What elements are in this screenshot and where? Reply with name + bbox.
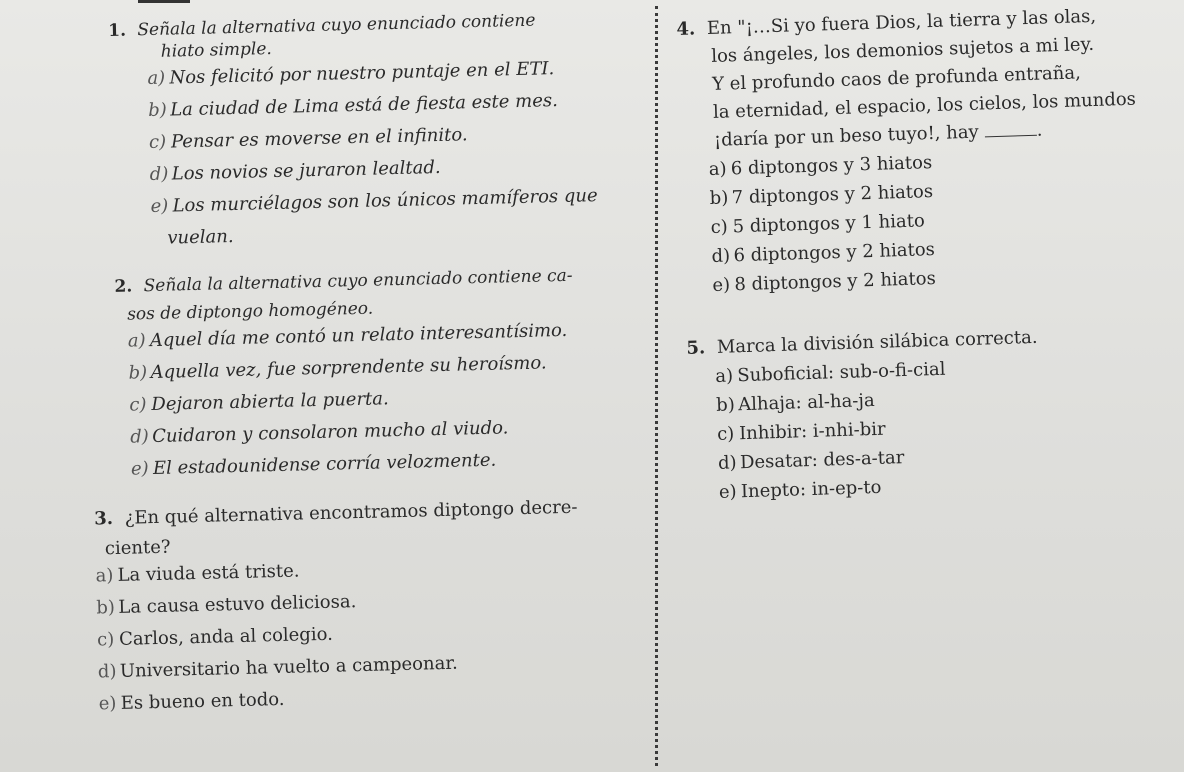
question-4-option-e[interactable]: e) 8 diptongos y 2 hiatos <box>712 267 937 296</box>
question-3-option-c[interactable]: c) Carlos, anda al colegio. <box>96 623 334 651</box>
question-2-prompt-line1: Señala la alternativa cuyo enunciado contiene ca- <box>143 265 573 297</box>
question-1-option-b[interactable]: b) La ciudad de Lima está de fiesta este mes. <box>147 90 559 122</box>
question-5-option-b[interactable]: b) Alhaja: al-ha-ja <box>715 389 875 416</box>
question-4-option-b[interactable]: b) 7 diptongos y 2 hiatos <box>709 181 934 210</box>
question-5-option-c[interactable]: c) Inhibir: i-nhi-bir <box>716 418 886 445</box>
question-3-option-e[interactable]: e) Es bueno en todo. <box>98 688 285 715</box>
question-2-options <box>115 313 659 486</box>
question-4-poem-line-1: En "¡…Si yo fuera Dios, la tierra y las olas, <box>706 5 1097 40</box>
question-1-prompt-line1: Señala la alternativa cuyo enunciado contiene <box>137 10 536 41</box>
question-2 <box>114 263 659 486</box>
question-5-prompt-text: Marca la división silábica correcta. <box>716 326 1038 358</box>
question-5-option-e[interactable]: e) Inepto: in-ep-to <box>718 476 882 503</box>
question-4-number: 4. <box>676 18 696 40</box>
question-4-poem-line-2: los ángeles, los demonios sujetos a mi ley. <box>710 33 1095 67</box>
question-2-option-a[interactable]: a) Aquel día me contó un relato interesantísimo. <box>127 319 568 352</box>
question-5-option-d[interactable]: d) Desatar: des-a-tar <box>717 447 905 474</box>
question-3-option-b[interactable]: b) La causa estuvo deliciosa. <box>96 591 357 619</box>
question-4-poem-line-3: Y el profundo caos de profunda entraña, <box>711 62 1082 95</box>
question-1-option-d[interactable]: d) Los novios se juraron lealtad. <box>149 156 441 186</box>
question-1-options <box>109 51 654 256</box>
answer-blank[interactable] <box>984 121 1036 138</box>
question-5-option-a[interactable]: a) Suboficial: sub-o-fi-cial <box>715 358 946 387</box>
question-3-number: 3. <box>93 508 114 530</box>
question-1-prompt-line2: hiato simple. <box>160 39 273 62</box>
question-3-option-d[interactable]: d) Universitario ha vuelto a campeonar. <box>97 652 458 683</box>
question-4 <box>676 1 1175 301</box>
question-1-option-a[interactable]: a) Nos felicitó por nuestro puntaje en el ETI. <box>147 58 555 90</box>
question-1-number: 1. <box>108 20 127 41</box>
question-2-option-b[interactable]: b) Aquella vez, fue sorprendente su heroísmo. <box>128 352 547 384</box>
question-1-option-e[interactable]: e) Los murciélagos son los únicos mamíferos que <box>150 185 598 218</box>
question-4-options <box>680 141 1174 301</box>
question-4-option-a[interactable]: a) 6 diptongos y 3 hiatos <box>708 152 933 181</box>
question-4-option-c[interactable]: c) 5 diptongos y 1 hiato <box>710 210 926 239</box>
question-2-prompt-line2: sos de diptongo homogéneo. <box>126 298 374 325</box>
question-1-option-e-continued: vuelan. <box>167 226 234 249</box>
left-column <box>93 7 665 720</box>
question-3-prompt-line1: ¿En qué alternativa encontramos diptongo decre- <box>124 496 578 529</box>
right-column <box>676 1 1181 508</box>
question-4-option-d[interactable]: d) 6 diptongos y 2 hiatos <box>711 238 936 267</box>
question-5 <box>686 319 1181 507</box>
question-2-option-c[interactable]: c) Dejaron abierta la puerta. <box>129 388 389 416</box>
question-3 <box>94 495 665 721</box>
question-3-prompt-line2: ciente? <box>104 536 171 560</box>
question-4-poem-line-4: la eternidad, el espacio, los cielos, los mundos <box>712 88 1137 123</box>
question-1 <box>108 7 654 256</box>
question-3-prompt <box>94 495 660 531</box>
question-2-option-e[interactable]: e) El estadounidense corría velozmente. <box>130 449 497 480</box>
question-3-option-a[interactable]: a) La viuda está triste. <box>95 560 300 587</box>
question-5-number: 5. <box>686 337 706 359</box>
question-1-option-c[interactable]: c) Pensar es moverse en el infinito. <box>148 124 468 154</box>
question-5-options <box>687 347 1181 507</box>
question-2-option-d[interactable]: d) Cuidaron y consolaron mucho al viudo. <box>129 417 509 448</box>
question-4-poem-line-5: ¡daría por un beso tuyo!, hay . <box>713 119 1043 151</box>
question-3-options <box>95 547 665 721</box>
top-rule <box>138 0 190 3</box>
question-2-number: 2. <box>114 276 133 297</box>
